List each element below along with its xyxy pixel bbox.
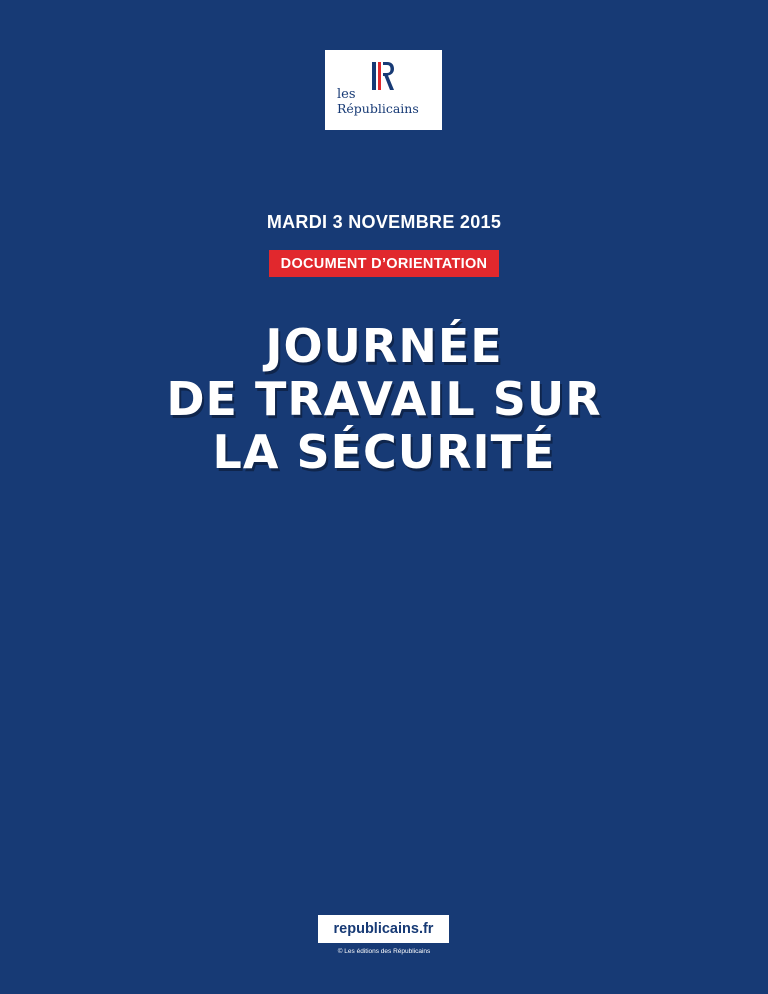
title-line-2: DE TRAVAIL SUR [166, 372, 602, 426]
logo-line-republicains: Républicains [337, 101, 419, 116]
document-title [0, 320, 768, 479]
party-logo [325, 50, 442, 130]
lr-logo-mark [372, 62, 394, 90]
document-type-badge: DOCUMENT D’ORIENTATION [269, 250, 500, 277]
logo-line-les: les [337, 87, 356, 102]
title-line-3: LA SÉCURITÉ [212, 425, 556, 479]
title-line-1: JOURNÉE [265, 319, 503, 373]
website-link[interactable]: republicains.fr [318, 915, 449, 943]
document-date: MARDI 3 NOVEMBRE 2015 [266, 212, 502, 232]
copyright-notice: © Les éditions des Républicains [337, 948, 431, 955]
doc-label-wrapper [0, 250, 768, 277]
logo-wordmark [337, 88, 419, 116]
